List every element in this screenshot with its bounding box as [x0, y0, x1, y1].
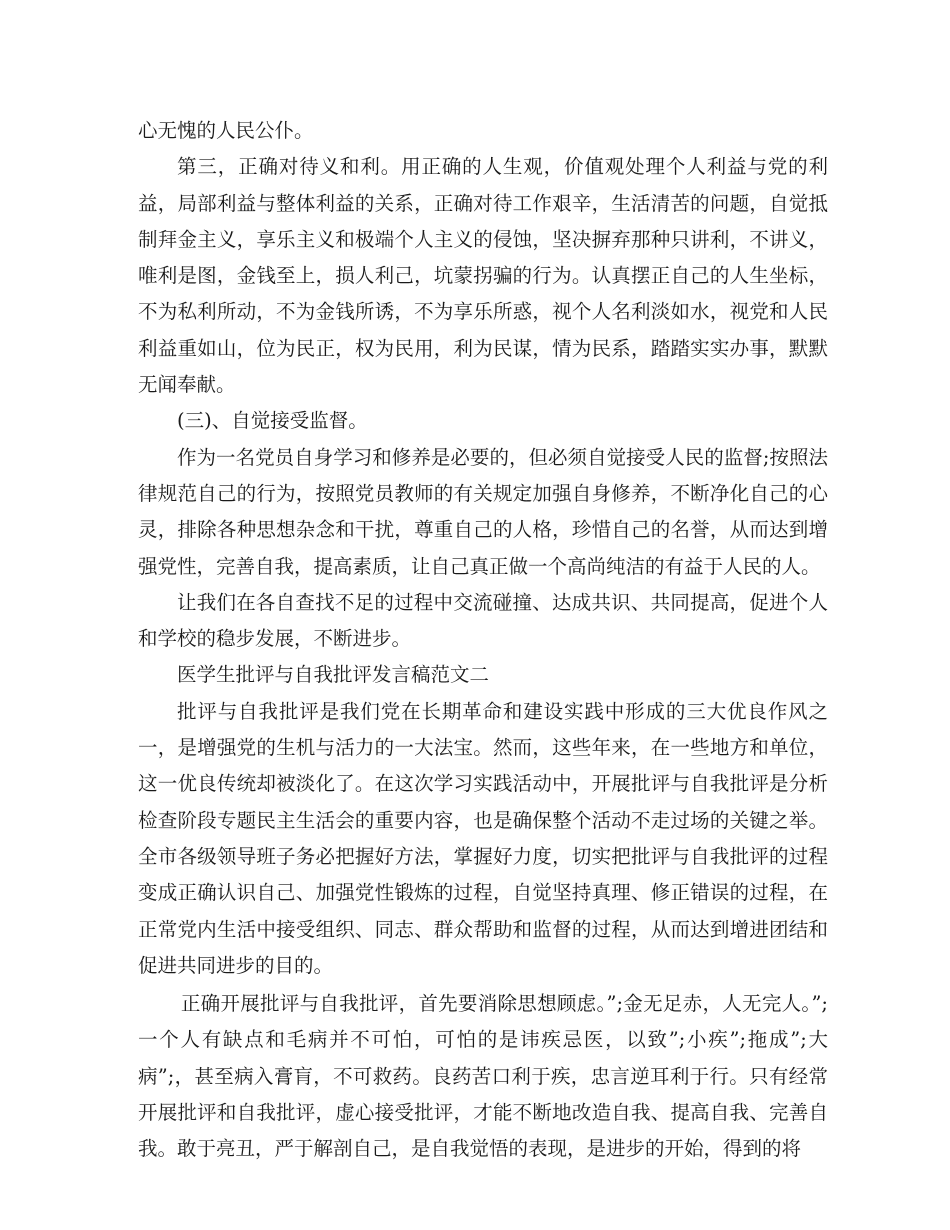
paragraph-third-point: 第三，正确对待义和利。用正确的人生观，价值观处理个人利益与党的利益，局部利益与整体利益的关系，正确对待工作艰辛，生活清苦的问题，自觉抵制拜金主义，享乐主义和极端个人主义的侵蚀，坚决摒弃那种只讲利，不讲义，唯利是图，金钱至上，损人利己，坑蒙拐骗的行为。认真摆正自己的人生坐标，不为私利所动，不为金钱所诱，不为享乐所惑，视个人名利淡如水，视党和人民利益重如山，位为民正，权为民用，利为民谋，情为民系，踏踏实实办事，默默无闻奉献。 — [138, 155, 828, 397]
document-body — [138, 113, 828, 1168]
article-title-two: 医学生批评与自我批评发言稿范文二 — [177, 663, 490, 687]
paragraph-criticism-intro: 批评与自我批评是我们党在长期革命和建设实践中形成的三大优良作风之一，是增强党的生机与活力的一大法宝。然而，这些年来，在一些地方和单位，这一优良传统却被淡化了。在这次学习实践活动中，开展批评与自我批评是分析检查阶段专题民主生活会的重要内容，也是确保整个活动不走过场的关键之举。全市各级领导班子务必把握好方法，掌握好力度，切实把批评与自我批评的过程变成正确认识自己、加强党性锻炼的过程，自觉坚持真理、修正错误的过程，在正常党内生活中接受组织、同志、群众帮助和监督的过程，从而达到增进团结和促进共同进步的目的。 — [138, 699, 828, 977]
paragraph-continuation: 心无愧的人民公仆。 — [138, 119, 314, 142]
paragraph-criticism-method: 正确开展批评与自我批评，首先要消除思想顾虑。”;金无足赤，人无完人。”;一个人有缺点和毛病并不可怕，可怕的是讳疾忌医，以致”;小疾”;拖成”;大病”;，甚至病入膏肓，不可救药。良药苦口利于疾，忠言逆耳利于行。只有经常开展批评和自我批评，虚心接受批评，才能不断地改造自我、提高自我、完善自我。敢于亮丑，严于解剖自己，是自我觉悟的表现，是进步的开始，得到的将 — [138, 992, 828, 1161]
section-heading-supervision: (三)、自觉接受监督。 — [177, 409, 368, 433]
paragraph-supervision: 作为一名党员自身学习和修养是必要的，但必须自觉接受人民的监督;按照法律规范自己的行为，按照党员教师的有关规定加强自身修养，不断净化自己的心灵，排除各种思想杂念和干扰，尊重自己的人格，珍惜自己的名誉，从而达到增强党性，完善自我，提高素质，让自己真正做一个高尚纯洁的有益于人民的人。 — [138, 445, 828, 578]
paragraph-closing: 让我们在各自查找不足的过程中交流碰撞、达成共识、共同提高，促进个人和学校的稳步发展，不断进步。 — [138, 590, 828, 651]
